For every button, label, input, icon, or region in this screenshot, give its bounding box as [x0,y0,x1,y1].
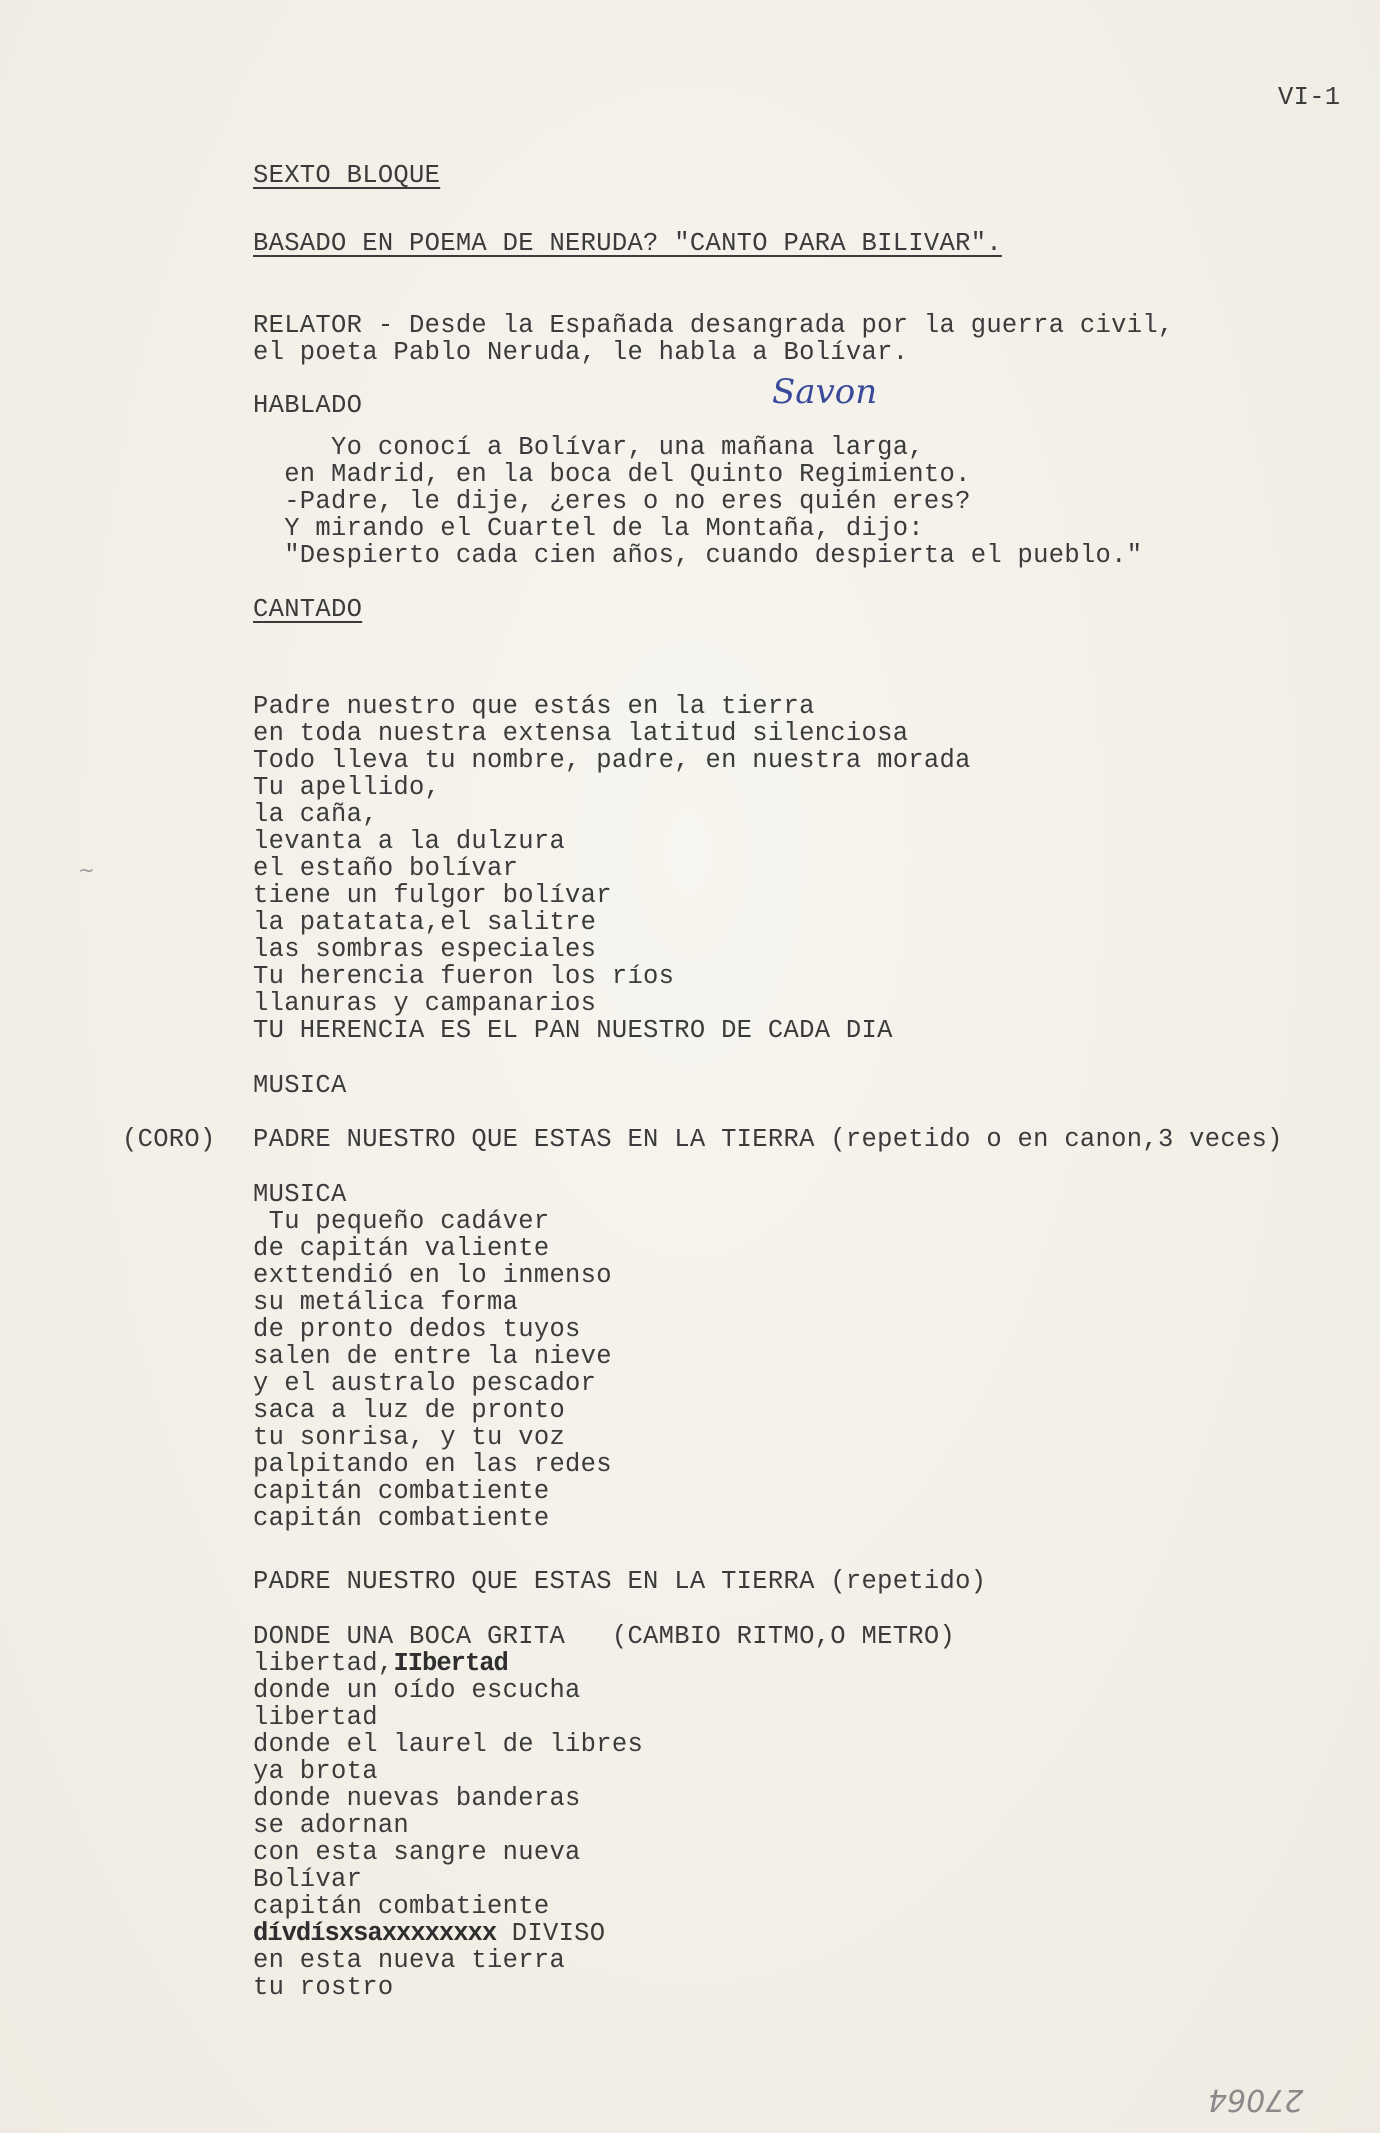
musica-label-2: MUSICA [253,1180,347,1209]
final-line: capitán combatiente [253,1892,550,1921]
final-line-first: DONDE UNA BOCA GRITA (CAMBIO RITMO,O METRO) [253,1622,956,1651]
final-line: donde nuevas banderas [253,1784,581,1813]
final-line: ya brota [253,1757,378,1786]
repeat-line: PADRE NUESTRO QUE ESTAS EN LA TIERRA (repetido) [253,1567,987,1596]
relator-line-1: RELATOR - Desde la Españada desangrada por la guerra civil, [253,311,1174,340]
final-line: Bolívar [253,1865,363,1894]
cantado-line: Tu apellido, [253,773,441,802]
cantado-line: el estaño bolívar [253,854,519,883]
hablado-line: -Padre, le dije, ¿eres o no eres quién eres? [253,487,971,516]
musica-line: capitán combatiente [253,1504,550,1533]
struck-text: IIbertad [393,1649,508,1678]
page-number: VI-1 [1278,83,1341,112]
cantado-line: la patatata,el salitre [253,908,597,937]
subtitle: BASADO EN POEMA DE NERUDA? "CANTO PARA BILIVAR". [253,229,1002,258]
final-line: se adornan [253,1811,410,1840]
musica-line: saca a luz de pronto [253,1396,566,1425]
musica-line: exttendió en lo inmenso [253,1261,612,1290]
final-line: donde el laurel de libres [253,1730,644,1759]
final-second-prefix: libertad, [253,1649,394,1678]
musica-line: Tu pequeño cadáver [253,1207,550,1236]
relator-line-2: el poeta Pablo Neruda, le habla a Bolívar. [253,338,909,367]
cantado-line: las sombras especiales [253,935,597,964]
block-title: SEXTO BLOQUE [253,161,441,190]
musica-line: tu sonrisa, y tu voz [253,1423,566,1452]
handwritten-note: Savon [772,372,878,412]
hablado-line: en Madrid, en la boca del Quinto Regimiento. [253,460,971,489]
musica-line: capitán combatiente [253,1477,550,1506]
musica-line: y el australo pescador [253,1369,597,1398]
margin-mark-icon: ~ [78,858,95,882]
cantado-line: Tu herencia fueron los ríos [253,962,675,991]
struck-text: dívdísxsaxxxxxxxx [253,1919,497,1948]
final-line: tu rostro [253,1973,394,2002]
musica-line: de capitán valiente [253,1234,550,1263]
coro-label: (CORO) [122,1125,216,1154]
pencil-archive-number: 27064 [1208,2082,1304,2117]
cantado-line: TU HERENCIA ES EL PAN NUESTRO DE CADA DIA [253,1016,893,1045]
final-line: donde un oído escucha [253,1676,581,1705]
musica-line: su metálica forma [253,1288,519,1317]
hablado-line: "Despierto cada cien años, cuando despierta el pueblo." [253,541,1143,570]
diviso-text: DIVISO [496,1919,606,1948]
cantado-line: la caña, [253,800,378,829]
coro-text: PADRE NUESTRO QUE ESTAS EN LA TIERRA (repetido o en canon,3 veces) [253,1125,1283,1154]
hablado-line: Y mirando el Cuartel de la Montaña, dijo: [253,514,924,543]
cantado-line: llanuras y campanarios [253,989,597,1018]
musica-line: palpitando en las redes [253,1450,612,1479]
hablado-line: Yo conocí a Bolívar, una mañana larga, [253,433,924,462]
cantado-line: levanta a la dulzura [253,827,566,856]
final-line-second [253,1650,508,1677]
final-line-diviso [253,1920,605,1947]
final-line: con esta sangre nueva [253,1838,581,1867]
final-line: libertad [253,1703,378,1732]
musica-line: de pronto dedos tuyos [253,1315,581,1344]
cantado-line: tiene un fulgor bolívar [253,881,612,910]
cantado-label: CANTADO [253,595,363,624]
cantado-line: en toda nuestra extensa latitud silenciosa [253,719,909,748]
musica-label: MUSICA [253,1071,347,1100]
cantado-line: Todo lleva tu nombre, padre, en nuestra morada [253,746,971,775]
cantado-line: Padre nuestro que estás en la tierra [253,692,815,721]
final-line: en esta nueva tierra [253,1946,566,1975]
hablado-label: HABLADO [253,391,363,420]
musica-line: salen de entre la nieve [253,1342,612,1371]
